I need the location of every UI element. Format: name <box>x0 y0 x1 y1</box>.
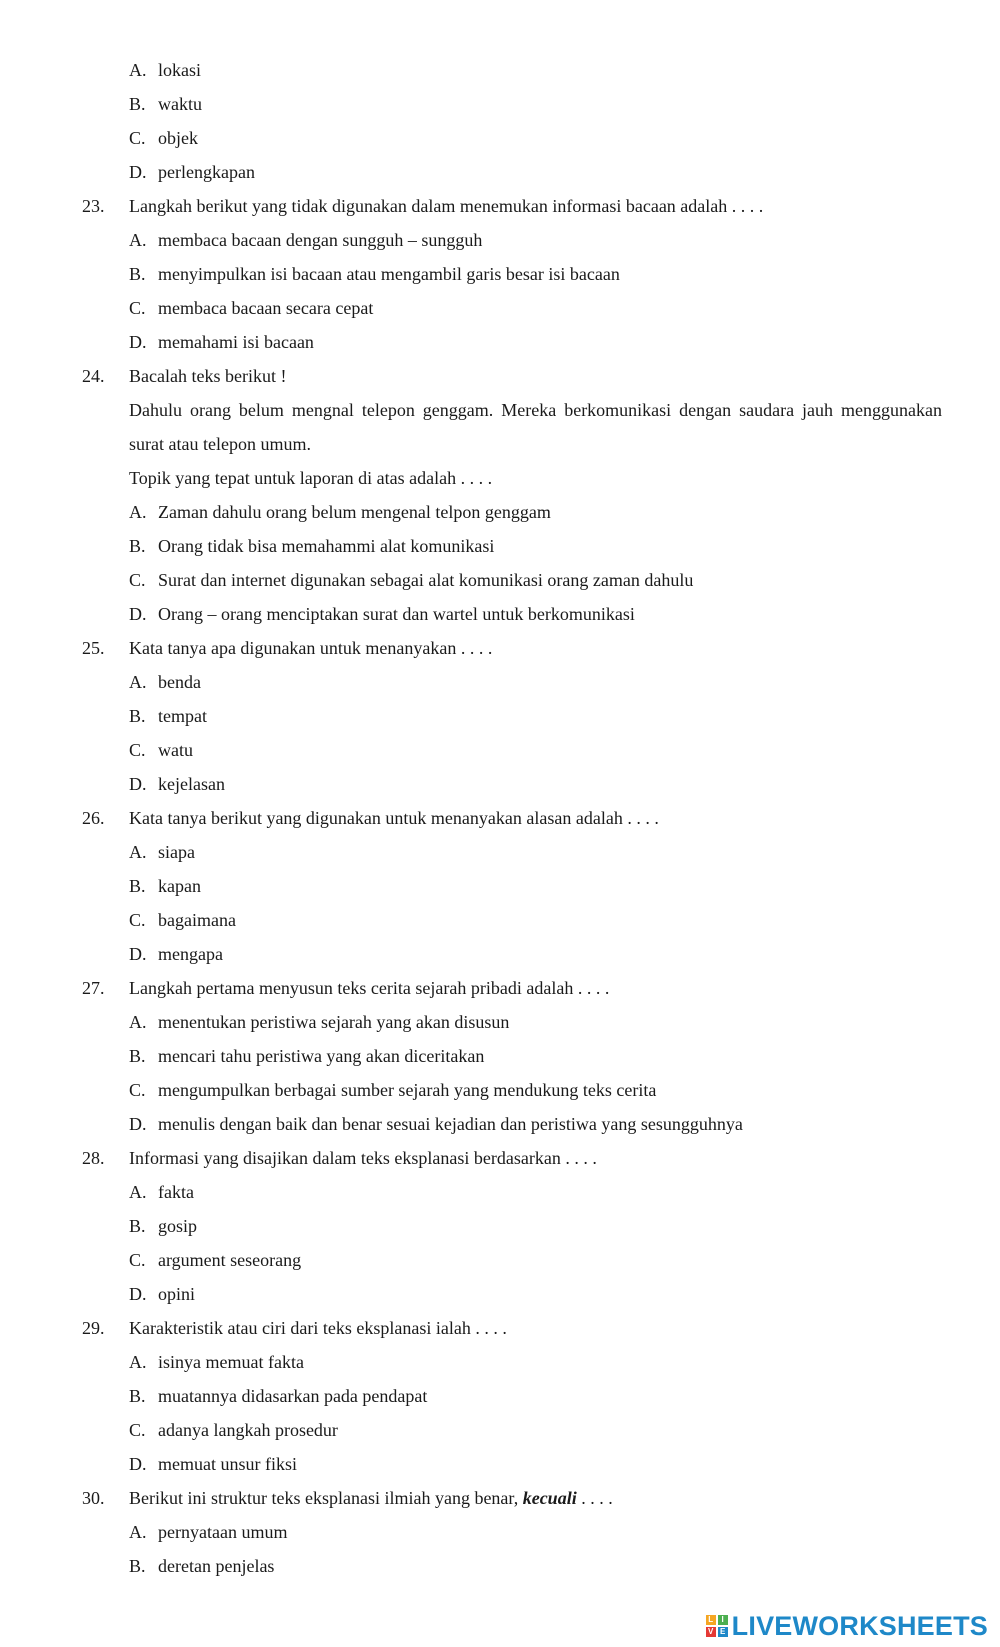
option-text: memuat unsur fiksi <box>158 1454 297 1474</box>
option-letter: A. <box>129 672 147 692</box>
option-letter: D. <box>129 944 147 964</box>
option-text: objek <box>158 128 198 148</box>
option-letter: A. <box>129 502 147 522</box>
question-number: 25. <box>82 638 105 658</box>
option-text: kapan <box>158 876 201 896</box>
question-prompt: Topik yang tepat untuk laporan di atas adalah . . . . <box>129 468 493 488</box>
question-stem: Kata tanya berikut yang digunakan untuk menanyakan alasan adalah . . . . <box>129 808 659 828</box>
option-text: mengapa <box>158 944 223 964</box>
question-number: 24. <box>82 366 105 386</box>
question-stem: Langkah pertama menyusun teks cerita sejarah pribadi adalah . . . . <box>129 978 610 998</box>
option-letter: D. <box>129 1284 147 1304</box>
option-letter: C. <box>129 298 146 318</box>
question-number: 27. <box>82 978 105 998</box>
option-text: Orang tidak bisa memahammi alat komunikasi <box>158 536 495 556</box>
option-text: watu <box>158 740 193 760</box>
option-letter: D. <box>129 332 147 352</box>
option-letter: C. <box>129 1080 146 1100</box>
option-letter: B. <box>129 1386 146 1406</box>
option-letter: C. <box>129 1420 146 1440</box>
option-letter: D. <box>129 1454 147 1474</box>
option-letter: B. <box>129 876 146 896</box>
option-text: deretan penjelas <box>158 1556 275 1576</box>
logo-mark-icon <box>706 1615 728 1637</box>
option-text: kejelasan <box>158 774 225 794</box>
option-letter: A. <box>129 1352 147 1372</box>
option-text: Surat dan internet digunakan sebagai alat komunikasi orang zaman dahulu <box>158 570 694 590</box>
logo-mark-cell: E <box>718 1627 728 1637</box>
option-letter: C. <box>129 128 146 148</box>
option-text: lokasi <box>158 60 201 80</box>
question-number: 30. <box>82 1488 105 1508</box>
option-letter: D. <box>129 604 147 624</box>
option-letter: A. <box>129 60 147 80</box>
liveworksheets-logo <box>706 1609 988 1643</box>
stem-text-end: . . . . <box>576 1488 613 1508</box>
question-stem: Informasi yang disajikan dalam teks eksplanasi berdasarkan . . . . <box>129 1148 597 1168</box>
stem-emphasis: kecuali <box>522 1488 577 1508</box>
question-stem: Karakteristik atau ciri dari teks eksplanasi ialah . . . . <box>129 1318 507 1338</box>
question-number: 26. <box>82 808 105 828</box>
option-letter: A. <box>129 1182 147 1202</box>
option-letter: B. <box>129 94 146 114</box>
option-text: mengumpulkan berbagai sumber sejarah yang mendukung teks cerita <box>158 1080 657 1100</box>
option-letter: A. <box>129 1012 147 1032</box>
option-letter: C. <box>129 570 146 590</box>
option-text: muatannya didasarkan pada pendapat <box>158 1386 428 1406</box>
option-text: fakta <box>158 1182 194 1202</box>
logo-mark-cell: V <box>706 1627 716 1637</box>
logo-text: LIVEWORKSHEETS <box>731 1610 988 1641</box>
option-letter: C. <box>129 910 146 930</box>
option-text: tempat <box>158 706 207 726</box>
question-stem <box>129 1487 613 1509</box>
option-letter: D. <box>129 774 147 794</box>
option-text: waktu <box>158 94 202 114</box>
stem-text: Berikut ini struktur teks eksplanasi ilmiah yang benar, <box>129 1488 523 1508</box>
option-letter: B. <box>129 1046 146 1066</box>
option-text: Orang – orang menciptakan surat dan wartel untuk berkomunikasi <box>158 604 635 624</box>
question-stem: Kata tanya apa digunakan untuk menanyakan . . . . <box>129 638 493 658</box>
question-number: 29. <box>82 1318 105 1338</box>
option-letter: B. <box>129 264 146 284</box>
option-letter: A. <box>129 230 147 250</box>
option-text: mencari tahu peristiwa yang akan diceritakan <box>158 1046 485 1066</box>
option-letter: D. <box>129 162 147 182</box>
option-letter: B. <box>129 1216 146 1236</box>
option-text: argument seseorang <box>158 1250 302 1270</box>
logo-mark-cell: I <box>718 1615 728 1625</box>
option-text: menentukan peristiwa sejarah yang akan disusun <box>158 1012 510 1032</box>
option-letter: B. <box>129 1556 146 1576</box>
option-text: menyimpulkan isi bacaan atau mengambil garis besar isi bacaan <box>158 264 620 284</box>
option-text: adanya langkah prosedur <box>158 1420 338 1440</box>
option-letter: A. <box>129 1522 147 1542</box>
option-text: Zaman dahulu orang belum mengenal telpon genggam <box>158 502 551 522</box>
question-stem: Bacalah teks berikut ! <box>129 366 287 386</box>
option-text: pernyataan umum <box>158 1522 288 1542</box>
option-letter: B. <box>129 706 146 726</box>
option-text: menulis dengan baik dan benar sesuai kejadian dan peristiwa yang sesungguhnya <box>158 1114 743 1134</box>
option-letter: D. <box>129 1114 147 1134</box>
option-text: isinya memuat fakta <box>158 1352 304 1372</box>
option-text: benda <box>158 672 201 692</box>
reading-passage: Dahulu orang belum mengnal telepon genggam. Mereka berkomunikasi dengan saudara jauh menggunakan surat atau telepon umum. <box>129 400 942 454</box>
option-text: membaca bacaan secara cepat <box>158 298 374 318</box>
option-text: memahami isi bacaan <box>158 332 314 352</box>
option-letter: C. <box>129 740 146 760</box>
option-text: bagaimana <box>158 910 236 930</box>
option-text: membaca bacaan dengan sungguh – sungguh <box>158 230 483 250</box>
option-letter: C. <box>129 1250 146 1270</box>
question-stem: Langkah berikut yang tidak digunakan dalam menemukan informasi bacaan adalah . . . . <box>129 196 764 216</box>
option-letter: B. <box>129 536 146 556</box>
question-number: 23. <box>82 196 105 216</box>
option-text: siapa <box>158 842 195 862</box>
logo-mark-cell: L <box>706 1615 716 1625</box>
question-number: 28. <box>82 1148 105 1168</box>
option-text: perlengkapan <box>158 162 255 182</box>
option-text: gosip <box>158 1216 198 1236</box>
option-text: opini <box>158 1284 196 1304</box>
option-letter: A. <box>129 842 147 862</box>
